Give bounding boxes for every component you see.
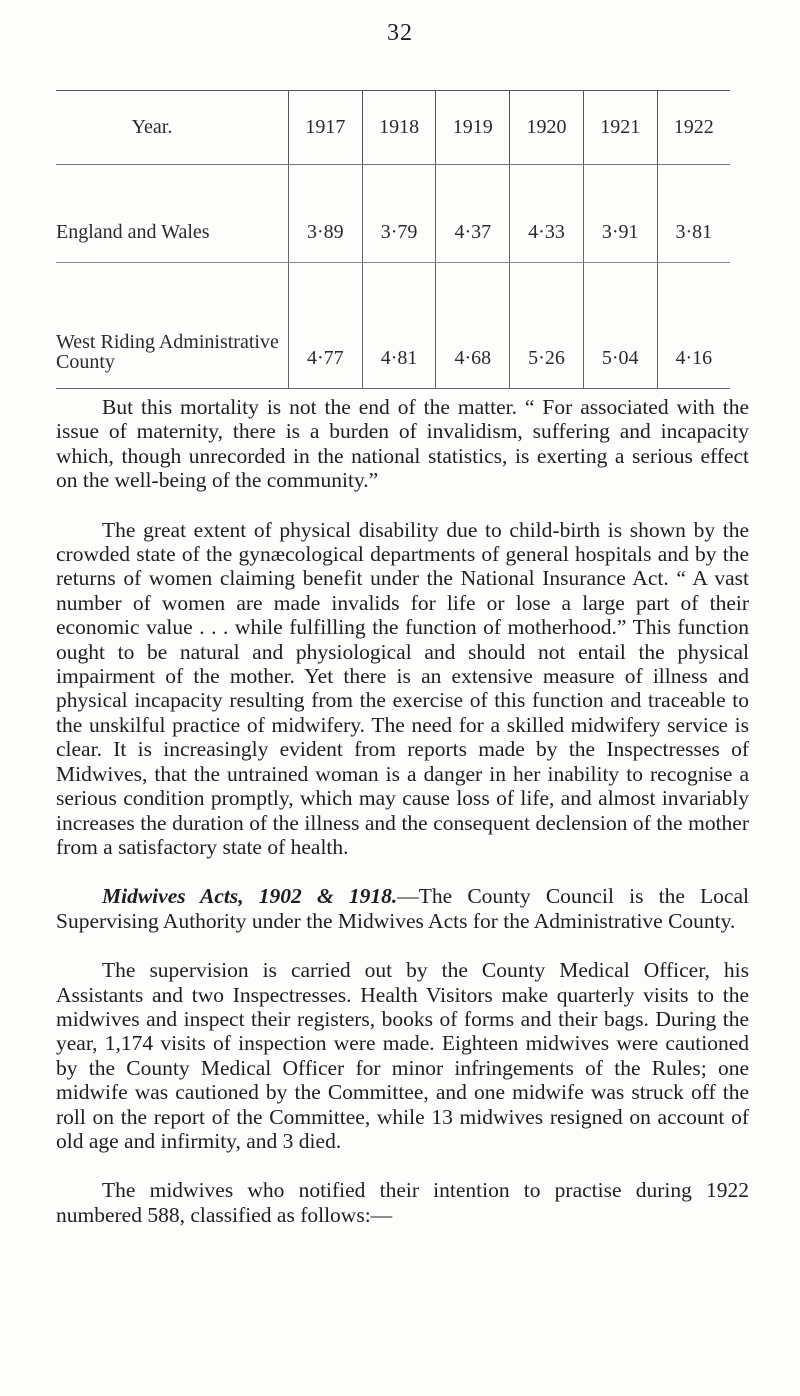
table-cell: 4·81 bbox=[362, 263, 436, 389]
year-header: 1918 bbox=[362, 91, 436, 165]
year-header: 1920 bbox=[510, 91, 584, 165]
section-heading: Midwives Acts, 1902 & 1918. bbox=[102, 884, 398, 909]
table-cell: 5·04 bbox=[583, 263, 657, 389]
paragraph: The great extent of physical disability due to child-birth is shown by the crowded state of the gynæcological departments of general hospitals and by the returns of women claiming benefit under the National Insurance Act. “ A vast number of women are made invalids for life or lose a large part of their economic value . . . while fulfilling the function of motherhood.” This function ought to be natural and physiological and should not entail the physical impairment of the mother. Yet there is an extensive measure of illness and physical incapacity resulting from the exercise of this function and traceable to the unskilful practice of midwifery. The need for a skilled midwifery service is clear. It is increasingly evident from reports made by the Inspectresses of Midwives, that the untrained woman is a danger in her inability to recognise a serious condition promptly, which may cause loss of life, and almost invariably increases the duration of the illness and the consequent declension of the mother from a satisfactory state of health. bbox=[56, 517, 749, 859]
table-cell: 4·37 bbox=[436, 165, 510, 263]
year-header: 1917 bbox=[289, 91, 363, 165]
table-cell: 4·77 bbox=[289, 263, 363, 389]
table-row bbox=[56, 263, 730, 389]
maternal-mortality-table bbox=[56, 90, 730, 389]
row-label: West Riding Administrative County bbox=[56, 263, 289, 389]
table-cell: 4·68 bbox=[436, 263, 510, 389]
year-header: 1919 bbox=[436, 91, 510, 165]
table-cell: 3·89 bbox=[289, 165, 363, 263]
year-header: 1921 bbox=[583, 91, 657, 165]
table-row bbox=[56, 165, 730, 263]
row-label: England and Wales bbox=[56, 165, 289, 263]
table-cell: 3·81 bbox=[657, 165, 730, 263]
table-cell: 5·26 bbox=[510, 263, 584, 389]
page-number: 32 bbox=[387, 20, 413, 46]
table-header-row bbox=[56, 91, 730, 165]
table-cell: 4·16 bbox=[657, 263, 730, 389]
table-cell: 3·91 bbox=[583, 165, 657, 263]
paragraph-text: —The County Council is the Local Supervising Authority under the Midwives Acts for the Administrative County. bbox=[56, 884, 749, 933]
year-header: 1922 bbox=[657, 91, 730, 165]
year-column-header: Year. bbox=[56, 91, 289, 165]
paragraph: The midwives who notified their intention to practise during 1922 numbered 588, classified as follows:— bbox=[56, 1178, 749, 1227]
table-cell: 3·79 bbox=[362, 165, 436, 263]
paragraph: But this mortality is not the end of the matter. “ For associated with the issue of maternity, there is a burden of invalidism, suffering and incapacity which, though unrecorded in the national statistics, is exerting a serious effect on the well-being of the community.” bbox=[56, 395, 749, 493]
paragraph bbox=[56, 884, 749, 933]
paragraph: The supervision is carried out by the County Medical Officer, his Assistants and two Inspectresses. Health Visitors make quarterly visits to the midwives and inspect their registers, books of forms and their bags. During the year, 1,174 visits of inspection were made. Eighteen midwives were cautioned by the County Medical Officer for minor infringements of the Rules; one midwife was cautioned by the Committee, and one midwife was struck off the roll on the report of the Committee, while 13 midwives resigned on account of old age and infirmity, and 3 died. bbox=[56, 958, 749, 1153]
body-text bbox=[56, 395, 749, 1252]
table-cell: 4·33 bbox=[510, 165, 584, 263]
